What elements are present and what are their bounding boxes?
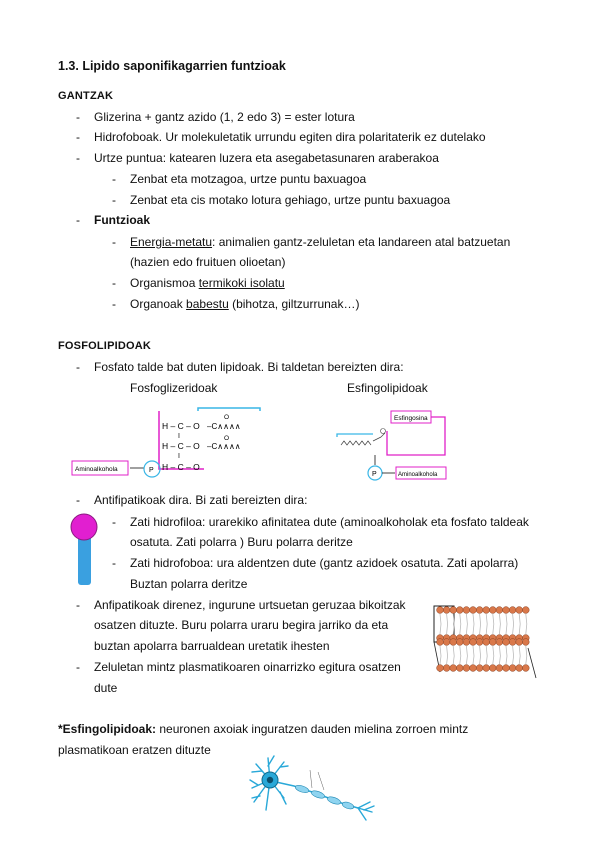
row-1: H – C – O <box>162 421 200 431</box>
hydrophilic-head <box>71 514 97 540</box>
neuron-nucleus <box>267 777 273 783</box>
fosfo-intro: Fosfato talde bat duten lipidoak. Bi taldetan bereizten dira: <box>94 360 404 374</box>
esfingolipidoa-diagram <box>335 405 455 483</box>
bilayer-head <box>463 665 470 672</box>
gantzak-item-1: Glizerina + gantz azido (1, 2 edo 3) = ester lotura <box>94 110 355 124</box>
row-2: H – C – O <box>162 441 200 451</box>
page-title: 1.3. Lipido saponifikagarrien funtzioak <box>58 59 286 73</box>
gantzak-heading: GANTZAK <box>58 90 114 102</box>
funtzio-1-rest: : animalien gantz-zeluletan eta landareen atal batzuetan <box>212 235 511 249</box>
fosfolipidoak-heading: FOSFOLIPIDOAK <box>58 340 152 352</box>
bilayer-head <box>483 607 490 614</box>
esfingo-note-l2: plasmatikoan eratzen dituzte <box>58 743 211 757</box>
bullet-dash: - <box>112 556 116 570</box>
bilayer-head <box>476 665 483 672</box>
bullet-dash: - <box>112 515 116 529</box>
bilayer-head <box>463 607 470 614</box>
gantzak-item-2: Hidrofoboak. Ur molekuletatik urrundu egiten dira polaritaterik ez dutelako <box>94 130 486 144</box>
lipid-bilayer-image <box>432 598 542 680</box>
bilayer-head <box>522 639 529 646</box>
bilayer-head <box>456 639 463 646</box>
bilayer-head <box>496 639 503 646</box>
zati-hidrofoboa-l1: Zati hidrofoboa: ura aldentzen dute (gantz azidoek osatuta. Zati apolarra) <box>130 556 519 570</box>
chain-2: –C∧∧∧∧ <box>207 442 241 451</box>
bullet-dash: - <box>76 130 80 144</box>
bilayer-head <box>476 639 483 646</box>
funtzio-2 <box>130 276 285 290</box>
gantzak-item-3: Urtze puntua: katearen luzera eta asegabetasunaren araberakoa <box>94 151 439 165</box>
bilayer-head <box>503 665 510 672</box>
bullet-dash: - <box>76 110 80 124</box>
funtzio-1 <box>130 235 510 249</box>
aminoalkohola-label-2: Aminoalkohola <box>398 472 438 478</box>
cyan-bracket <box>198 408 260 411</box>
magenta-bracket <box>159 411 204 469</box>
bullet-dash: - <box>112 172 116 186</box>
myelin-sheath <box>294 784 354 810</box>
bilayer-head <box>503 607 510 614</box>
bilayer-head <box>443 639 450 646</box>
aminoalkohola-label: Aminoalkohola <box>75 466 118 473</box>
bilayer-head <box>470 639 477 646</box>
bilayer-head <box>483 665 490 672</box>
anfipatikoak-l2: osatzen dituzte. Buru polarra uraru begira jarriko da eta <box>94 618 389 632</box>
gantzak-subitem-1: Zenbat eta motzagoa, urtze puntu baxuagoa <box>130 172 367 186</box>
bilayer-head <box>443 665 450 672</box>
bullet-dash: - <box>112 193 116 207</box>
cyan-bracket-2 <box>337 434 373 437</box>
bilayer-head <box>516 639 523 646</box>
bilayer-head <box>489 639 496 646</box>
bilayer-head <box>456 607 463 614</box>
bullet-dash: - <box>76 360 80 374</box>
chain-1: –C∧∧∧∧ <box>207 422 241 431</box>
zeluletan-l2: dute <box>94 681 118 695</box>
esfingosina-label: Esfingosina <box>394 415 428 422</box>
bilayer-head <box>470 665 477 672</box>
p-label: P <box>149 467 154 474</box>
bullet-dash: - <box>76 493 80 507</box>
bilayer-head <box>496 665 503 672</box>
fosfoglizeridoa-diagram <box>70 405 270 483</box>
anfipatikoak-l1: Anfipatikoak direnez, ingurune urtsuetan geruzaa bikoitzak <box>94 598 406 612</box>
bar-2: I <box>178 453 180 460</box>
bilayer-head <box>522 607 529 614</box>
funtzio-2-underlined: termikoki isolatu <box>198 276 285 290</box>
bilayer-head <box>509 639 516 646</box>
zati-hidrofoboa-l2: Buztan polarra deritze <box>130 577 248 591</box>
funtzio-3-pre: Organoak <box>130 297 187 311</box>
antifipatikoak-line: Antifipatikoak dira. Bi zati bereizten dira: <box>94 493 308 507</box>
bullet-dash: - <box>76 151 80 165</box>
o-mark-1: O <box>224 414 230 421</box>
bullet-dash: - <box>76 598 80 612</box>
bullet-dash: - <box>112 276 116 290</box>
bullet-dash: - <box>112 297 116 311</box>
zeluletan-l1: Zeluletan mintz plasmatikoaren oinarrizko egitura osatzen <box>94 660 401 674</box>
phospholipid-icon <box>68 511 104 587</box>
bilayer-head <box>463 639 470 646</box>
bilayer-head <box>450 639 457 646</box>
bilayer-head <box>509 607 516 614</box>
bilayer-head <box>443 607 450 614</box>
type-fosfoglizeridoak: Fosfoglizeridoak <box>130 381 218 395</box>
bilayer-head <box>437 607 444 614</box>
bullet-dash: - <box>112 235 116 249</box>
esfingo-note-l1 <box>58 722 468 736</box>
bilayer-head <box>450 665 457 672</box>
bilayer-head <box>483 639 490 646</box>
bilayer-head <box>509 665 516 672</box>
funtzio-1-cont: (hazien edo fruituen olioetan) <box>130 255 286 269</box>
funtzio-1-underlined: Energia-metatu <box>130 235 213 249</box>
bilayer-head <box>522 665 529 672</box>
funtzio-3 <box>130 297 359 311</box>
bilayer-head <box>476 607 483 614</box>
zati-hidrofiloa-l1: Zati hidrofiloa: urarekiko afinitatea dute (aminoalkoholak eta fosfato taldeak <box>130 515 529 529</box>
esfingo-note-rest: neuronen axoiak inguratzen dauden mielina zorroen mintz <box>156 722 469 736</box>
funtzio-3-underlined: babestu <box>186 297 229 311</box>
funtzioak-label: Funtzioak <box>94 213 150 227</box>
fatty-chain <box>341 441 371 445</box>
neuron-image <box>248 752 378 824</box>
bullet-dash: - <box>76 660 80 674</box>
bilayer-head <box>516 665 523 672</box>
bilayer-head <box>437 665 444 672</box>
bilayer-head <box>516 607 523 614</box>
bilayer-head <box>496 607 503 614</box>
bullet-dash: - <box>76 213 80 227</box>
esfingo-note-bold: *Esfingolipidoak: <box>58 722 157 736</box>
zati-hidrofiloa-l2: osatuta. Zati polarra ) Buru polarra deritze <box>130 535 353 549</box>
bilayer-head <box>489 607 496 614</box>
bilayer-head <box>450 607 457 614</box>
bar-1: I <box>178 433 180 440</box>
bilayer-head <box>489 665 496 672</box>
o-mark-2: O <box>224 435 230 442</box>
p-label-2: P <box>372 471 377 478</box>
row-3: H – C – O <box>162 462 200 472</box>
funtzio-2-pre: Organismoa <box>130 276 199 290</box>
bilayer-head <box>503 639 510 646</box>
anfipatikoak-l3: buztan apolarra barrualdean uretatik ihesten <box>94 639 330 653</box>
bilayer-head <box>456 665 463 672</box>
bilayer-head <box>470 607 477 614</box>
type-esfingolipidoak: Esfingolipidoak <box>347 381 428 395</box>
gantzak-subitem-2: Zenbat eta cis motako lotura gehiago, urtze puntu baxuagoa <box>130 193 451 207</box>
funtzio-3-rest: (bihotza, giltzurrunak…) <box>228 297 360 311</box>
bilayer-head <box>437 639 444 646</box>
